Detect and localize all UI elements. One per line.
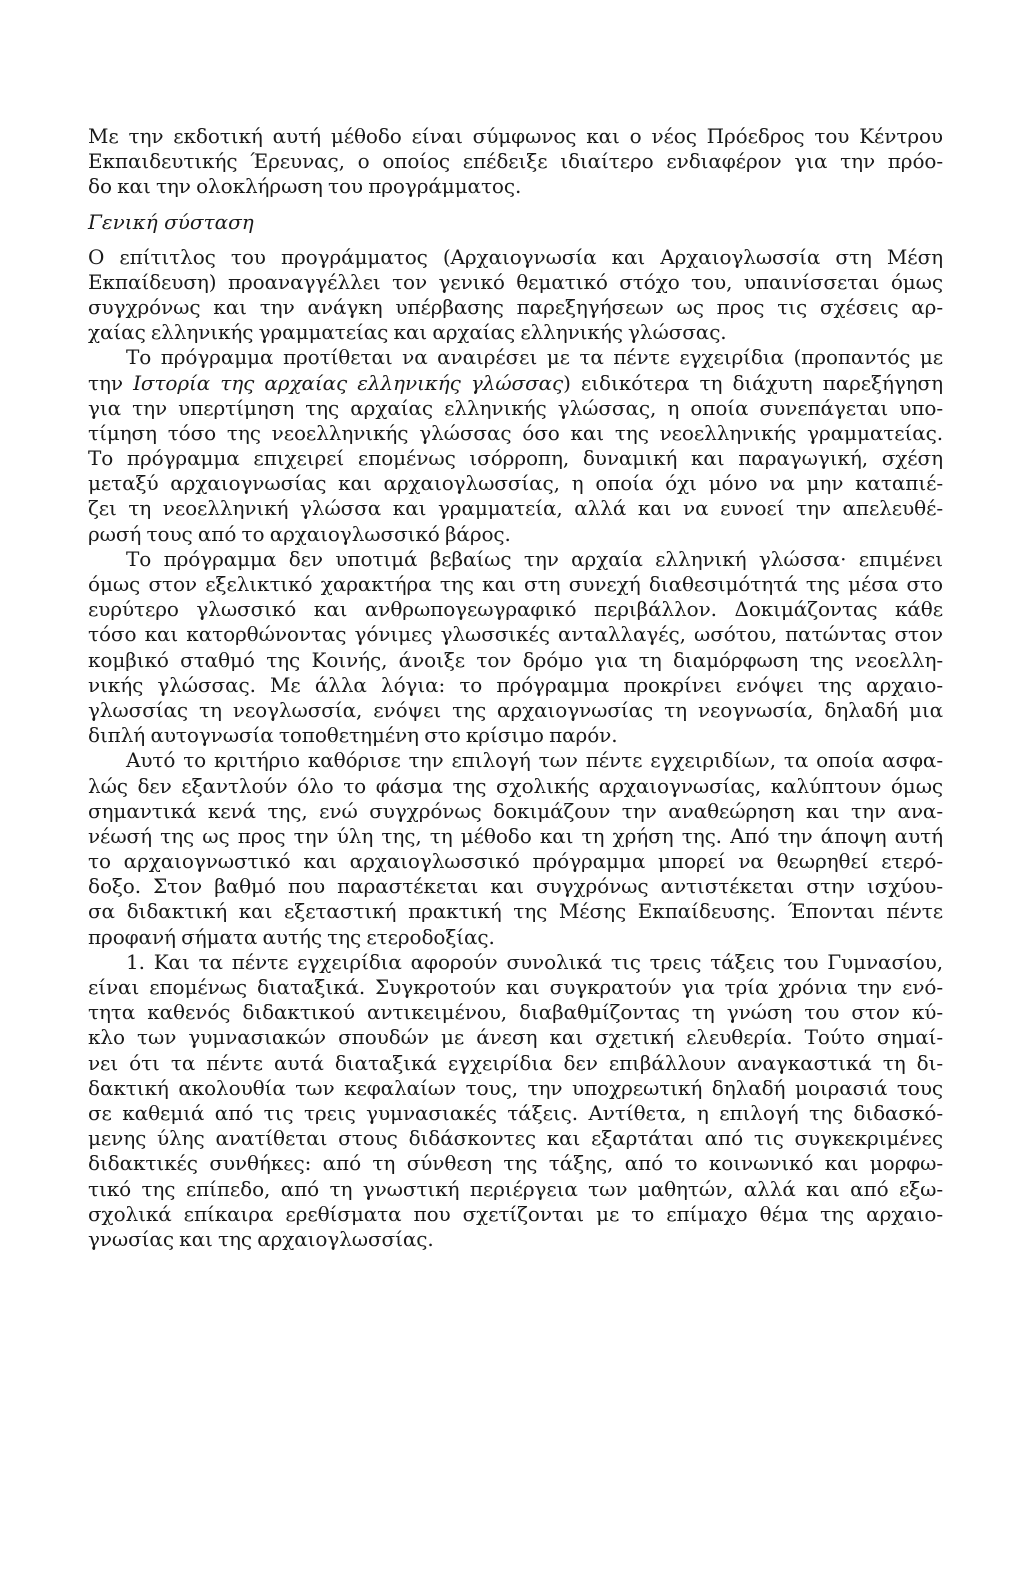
text-line: δο και την ολοκλήρωση του προγράμματος. (88, 174, 522, 199)
intro-paragraph (88, 124, 943, 200)
text-line: το αρχαιογνωστικό και αρχαιογλωσσικό πρόγραμμα μπορεί να θεωρηθεί ετερό- (88, 849, 943, 874)
text-line: γλωσσίας τη νεογλωσσία, ενόψει της αρχαιογνωσίας τη νεογνωσία, δηλαδή μια (88, 697, 943, 722)
text-line: διδακτικές συνθήκες: από τη σύνθεση της τάξης, από το κοινωνικό και μορφω- (88, 1151, 943, 1176)
text-line: Με την εκδοτική αυτή μέθοδο είναι σύμφωνος και ο νέος Πρόεδρος του Κέντρου (88, 124, 943, 148)
text-line: σημαντικά κενά της, ενώ συγχρόνως δοκιμάζουν την αναθεώρηση και την ανα- (88, 798, 943, 823)
text-line: κλο των γυμνασιακών σπουδών με άνεση και σχετική ελευθερία. Τούτο σημαί- (88, 1025, 943, 1050)
text-line: προφανή σήματα αυτής της ετεροδοξίας. (88, 924, 495, 949)
paragraph-2 (88, 345, 943, 547)
text-line: συγχρόνως και την ανάγκη υπέρβασης παρεξηγήσεων ως προς τις σχέσεις αρ- (88, 294, 943, 319)
text-line: δακτική ακολουθία των κεφαλαίων τους, την υποχρεωτική δηλαδή μοιρασιά τους (88, 1075, 943, 1100)
paragraph-5 (88, 950, 943, 1252)
text-line: σχολικά επίκαιρα ερεθίσματα που σχετίζονται με το επίμαχο θέμα της αρχαιο- (88, 1201, 943, 1226)
text-line: λώς δεν εξαντλούν όλο το φάσμα της σχολικής αρχαιογνωσίας, καλύπτουν όμως (88, 773, 943, 798)
text-line: όμως στον εξελικτικό χαρακτήρα της και στη συνεχή διαθεσιμότητά της μέσα στο (88, 572, 943, 596)
text-line: τόσο και κατορθώνοντας γόνιμες γλωσσικές ανταλλαγές, ωσότου, πατώντας στον (88, 622, 943, 647)
text-line: μεταξύ αρχαιογνωσίας και αρχαιογλωσσίας, η οποία όχι μόνο να μην καταπιέ- (88, 471, 943, 496)
text-line: ρωσή τους από το αρχαιογλωσσικό βάρος. (88, 521, 511, 546)
text-line: για την υπερτίμηση της αρχαίας ελληνικής γλώσσας, η οποία συνεπάγεται υπο- (88, 395, 943, 420)
text-line: ζει τη νεοελληνική γλώσσα και γραμματεία, αλλά και να ευνοεί την απελευθέ- (88, 496, 943, 521)
paragraph-1 (88, 245, 943, 346)
text-line: νει ότι τα πέντε αυτά διαταξικά εγχειρίδια δεν επιβάλλουν αναγκαστικά τη δι- (88, 1050, 943, 1075)
paragraph-3 (88, 547, 943, 749)
text-line: μενης ύλης ανατίθεται στους διδάσκοντες και εξαρτάται από τις συγκεκριμένες (88, 1126, 943, 1151)
text-line: Ο επίτιτλος του προγράμματος (Αρχαιογνωσία και Αρχαιογλωσσία στη Μέση (88, 244, 943, 269)
text-line: σα διδακτική και εξεταστική πρακτική της Μέσης Εκπαίδευσης. Έπονται πέντε (88, 899, 943, 924)
paragraph-4 (88, 748, 943, 950)
text-line: τικό της επίπεδο, από τη γνωστική περιέργεια των μαθητών, αλλά και από εξω- (88, 1176, 943, 1201)
text-line: Εκπαιδευτικής Έρευνας, ο οποίος επέδειξε ιδιαίτερο ενδιαφέρον για την πρόο- (88, 149, 943, 174)
text-line: Αυτό το κριτήριο καθόρισε την επιλογή των πέντε εγχειριδίων, τα οποία ασφα- (126, 748, 943, 773)
text-line: Εκπαίδευση) προαναγγέλλει τον γενικό θεματικό στόχο του, υπαινίσσεται όμως (88, 269, 943, 294)
document-page (88, 124, 943, 1252)
text-line: κομβικό σταθμό της Κοινής, άνοιξε τον δρόμο για τη διαμόρφωση της νεοελλη- (88, 647, 943, 672)
text-line: διπλή αυτογνωσία τοποθετημένη στο κρίσιμο παρόν. (88, 723, 618, 748)
text-line: ευρύτερο γλωσσικό και ανθρωπογεωγραφικό περιβάλλον. Δοκιμάζοντας κάθε (88, 597, 943, 622)
text-line: είναι επομένως διαταξικά. Συγκροτούν και συγκρατούν για τρία χρόνια την ενό- (88, 975, 943, 999)
text-line-with-title (88, 371, 943, 396)
text-line: τίμηση τόσο της νεοελληνικής γλώσσας όσο και της νεοελληνικής γραμματείας. (88, 420, 943, 445)
text-line: 1. Και τα πέντε εγχειρίδια αφορούν συνολικά τις τρεις τάξεις του Γυμνασίου, (126, 949, 943, 974)
text-line: Το πρόγραμμα δεν υποτιμά βεβαίως την αρχαία ελληνική γλώσσα· επιμένει (126, 546, 943, 571)
text-line: γνωσίας και της αρχαιογλωσσίας. (88, 1226, 434, 1251)
text-line: χαίας ελληνικής γραμματείας και αρχαίας ελληνικής γλώσσας. (88, 320, 727, 345)
text-segment: την (88, 370, 134, 395)
text-line: νέωσή της ως προς την ύλη της, τη μέθοδο και τη χρήση της. Από την άποψη αυτή (88, 823, 943, 848)
section-heading: Γενική σύσταση (88, 209, 254, 234)
book-title: Ιστορία της αρχαίας ελληνικής γλώσσας (133, 370, 564, 395)
section-heading-wrap (88, 210, 943, 235)
text-line: σε καθεμιά από τις τρεις γυμνασιακές τάξεις. Αντίθετα, η επιλογή της διδασκό- (88, 1100, 943, 1125)
text-line: δοξο. Στον βαθμό που παραστέκεται και συγχρόνως αντιστέκεται στην ισχύου- (88, 874, 943, 899)
text-line: νικής γλώσσας. Με άλλα λόγια: το πρόγραμμα προκρίνει ενόψει της αρχαιο- (88, 672, 943, 697)
text-line: Το πρόγραμμα προτίθεται να αναιρέσει με τα πέντε εγχειρίδια (προπαντός με (126, 345, 943, 370)
text-line: τητα καθενός διδακτικού αντικειμένου, διαβαθμίζοντας τη γνώση του στον κύ- (88, 1000, 943, 1025)
text-segment: ) ειδικότερα τη διάχυτη παρεξήγηση (563, 370, 943, 395)
text-line: Το πρόγραμμα επιχειρεί επομένως ισόρροπη, δυναμική και παραγωγική, σχέση (88, 446, 943, 471)
